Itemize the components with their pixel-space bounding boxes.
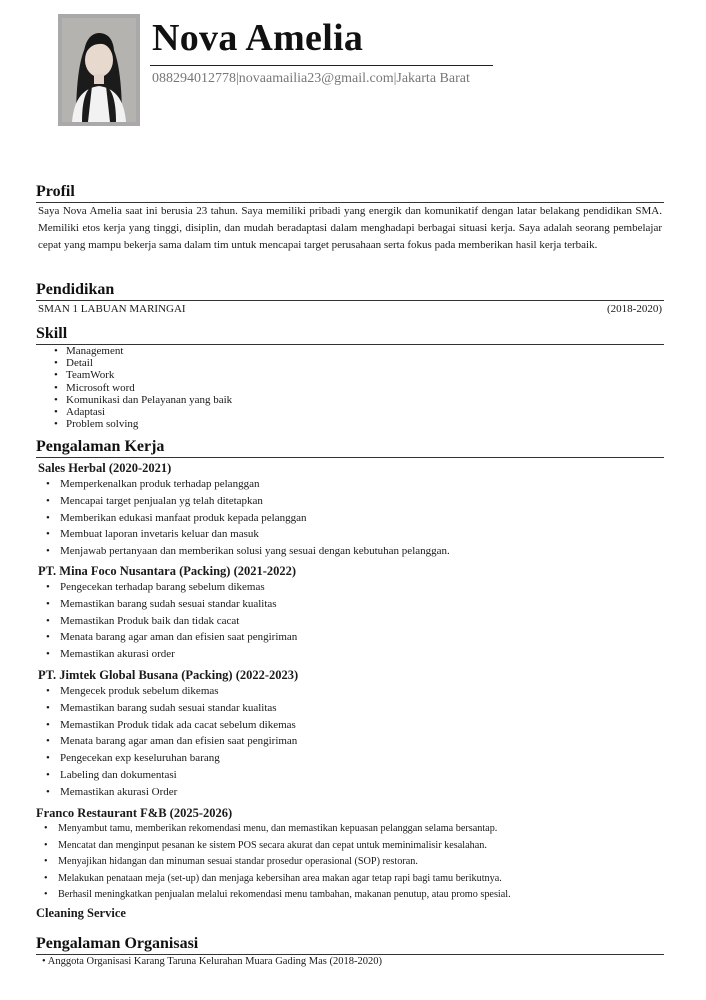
job-bullets [38,683,664,801]
education-years: (2018-2020) [607,303,662,315]
bullet-icon: • [42,956,48,967]
job-bullets [36,821,662,904]
skill-item: • Microsoft word [56,382,664,394]
profil-text: Saya Nova Amelia saat ini berusia 23 tahun. Saya memiliki pribadi yang energik dan komunikatif dengan latar belakang pendidikan SMA. Memiliki etos kerja yang tinggi, disiplin, dan mudah beradaptasi dalam menghadapi berbagai situasi kerja. Saya adalah seorang pembelajar cepat yang mampu bekerja sama dalam tim untuk mencapai target perusahaan serta fokus pada memberikan hasil kerja terbaik. [38,205,662,252]
job-bullets [38,579,664,663]
job-bullet: • Menata barang agar aman dan efisien saat pengiriman [46,629,664,646]
job-title: Sales Herbal (2020-2021) [38,461,172,475]
organisasi-text: Anggota Organisasi Karang Taruna Kelurahan Muara Gading Mas (2018-2020) [47,956,382,967]
job-entry [38,667,664,801]
job-bullet: • Menata barang agar aman dan efisien saat pengiriman [46,733,664,750]
section-pengalaman-kerja [36,437,664,458]
job-bullet: • Memastikan barang sudah sesuai standar kualitas [46,596,664,613]
job-bullet: • Memastikan Produk baik dan tidak cacat [46,613,664,630]
section-organisasi [36,934,664,969]
skill-item: • Management [56,345,664,357]
education-row [36,301,664,316]
job-title: PT. Mina Foco Nusantara (Packing) (2021-2022) [38,564,297,578]
section-title-skill: Skill [36,324,664,345]
contact-line: 088294012778|novaamailia23@gmail.com|Jakarta Barat [152,71,470,86]
organisasi-item [36,955,664,969]
section-pendidikan [36,280,664,316]
job-bullet: • Pengecekan terhadap barang sebelum dikemas [46,579,664,596]
skill-item: • Adaptasi [56,406,664,418]
job-bullet: • Memastikan akurasi order [46,646,664,663]
header-divider [150,65,493,66]
job-bullets [38,476,664,560]
job-bullet: • Memastikan barang sudah sesuai standar kualitas [46,700,664,717]
job-title: Franco Restaurant F&B (2025-2026) [36,806,233,820]
skill-item: • TeamWork [56,369,664,381]
job-bullet: • Mengecek produk sebelum dikemas [46,683,664,700]
job-bullet: • Memastikan akurasi Order [46,784,664,801]
job-bullet: • Membuat laporan invetaris keluar dan masuk [46,526,664,543]
candidate-name: Nova Amelia [152,17,364,59]
job-entry [36,805,662,904]
job-bullet: • Labeling dan dokumentasi [46,767,664,784]
job-bullet: • Menyajikan hidangan dan minuman sesuai standar prosedur operasional (SOP) restoran. [44,854,662,871]
job-bullet: • Memastikan Produk tidak ada cacat sebelum dikemas [46,717,664,734]
skill-item: • Detail [56,357,664,369]
job-bullet: • Mencapai target penjualan yg telah ditetapkan [46,493,664,510]
portrait-photo [58,14,140,126]
job-bullet: • Memperkenalkan produk terhadap pelanggan [46,476,664,493]
job-bullet: • Berhasil meningkatkan penjualan melalui rekomendasi menu tambahan, makanan penutup, atau promo spesial. [44,887,662,904]
skill-item: • Komunikasi dan Pelayanan yang baik [56,394,664,406]
job-bullet: • Menyambut tamu, memberikan rekomendasi menu, dan memastikan kepuasan pelanggan selama bersantap. [44,821,662,838]
education-school: SMAN 1 LABUAN MARINGAI [38,303,186,315]
section-title-profil: Profil [36,182,664,203]
skill-list [36,345,664,430]
section-title-pengalaman-kerja: Pengalaman Kerja [36,437,664,458]
job-bullet: • Mencatat dan menginput pesanan ke sistem POS secara akurat dan cepat untuk meminimalisir kesalahan. [44,838,662,855]
job-entry [38,563,664,663]
skill-item: • Problem solving [56,418,664,430]
job-entry [38,460,664,560]
section-title-pendidikan: Pendidikan [36,280,664,301]
job-bullet: • Menjawab pertanyaan dan memberikan solusi yang sesuai dengan kebutuhan pelanggan. [46,543,664,560]
section-profil [36,182,664,255]
job-title: PT. Jimtek Global Busana (Packing) (2022-2023) [38,668,299,682]
portrait-icon [62,18,136,122]
job-bullet: • Melakukan penataan meja (set-up) dan menjaga kebersihan area makan agar tetap rapi bagi tamu berikutnya. [44,871,662,888]
section-skill [36,324,664,430]
job-bullet: • Pengecekan exp keseluruhan barang [46,750,664,767]
job-bullet: • Memberikan edukasi manfaat produk kepada pelanggan [46,510,664,527]
job-title-cleaning: Cleaning Service [36,906,126,920]
section-title-organisasi: Pengalaman Organisasi [36,934,664,955]
